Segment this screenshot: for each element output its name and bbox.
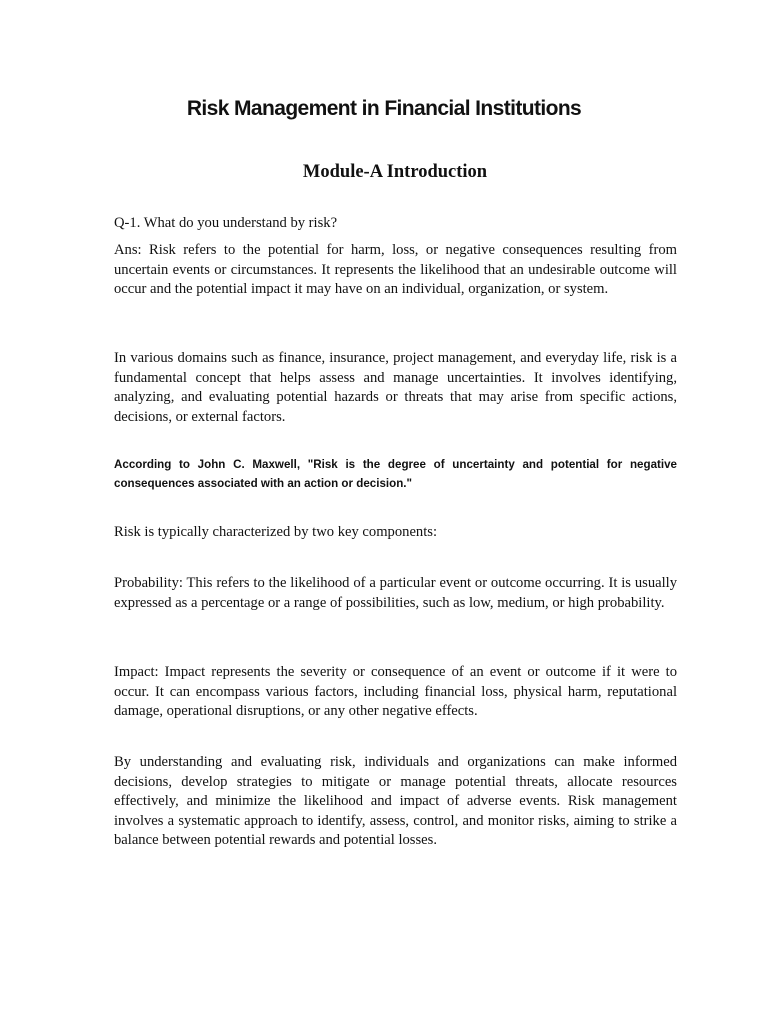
document-title: Risk Management in Financial Institutions (186, 97, 582, 120)
probability-paragraph: Probability: This refers to the likelihood of a particular event or outcome occurring. It is usually expressed as a percentage or a range of possibilities, such as low, medium, or high probability. (114, 575, 677, 611)
impact-paragraph: Impact: Impact represents the severity or consequence of an event or outcome if it were to occur. It can encompass various factors, including financial loss, physical harm, reputational damage, operational disruptions, or any other negative effects. (114, 664, 677, 720)
question-text: Q-1. What do you understand by risk? (114, 215, 338, 231)
conclusion-paragraph: By understanding and evaluating risk, individuals and organizations can make informed decisions, develop strategies to mitigate or manage potential threats, allocate resources effectively, and minimize the likelihood and impact of adverse events. Risk management involves a systematic approach to identify, assess, control, and monitor risks, aiming to strike a balance between potential rewards and potential losses. (114, 754, 677, 849)
maxwell-quote: According to John C. Maxwell, "Risk is the degree of uncertainty and potential for negative consequences associated with an action or decision." (114, 458, 677, 490)
domains-paragraph: In various domains such as finance, insurance, project management, and everyday life, risk is a fundamental concept that helps assess and manage uncertainties. It involves identifying, analyzing, and evaluating potential hazards or threats that may arise from specific actions, decisions, or external factors. (114, 350, 677, 425)
module-heading: Module-A Introduction (302, 162, 488, 182)
components-intro: Risk is typically characterized by two key components: (114, 524, 438, 540)
answer-paragraph: Ans: Risk refers to the potential for harm, loss, or negative consequences resulting from uncertain events or circumstances. It represents the likelihood that an undesirable outcome will occur and the potential impact it may have on an individual, organization, or system. (114, 242, 677, 298)
